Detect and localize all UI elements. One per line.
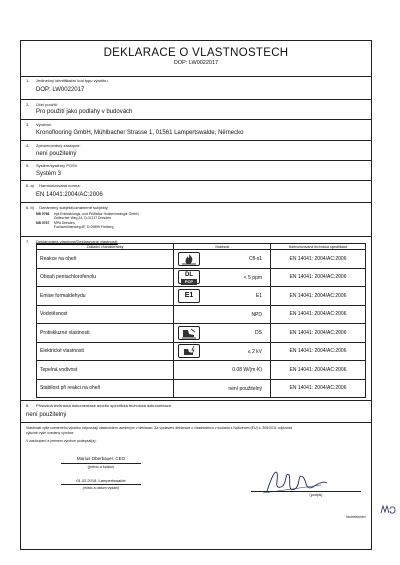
specification-cell: EN 14041: 2004/AC:2006 (271, 324, 366, 343)
section-label: Jedinečný identifikační kód typu výrobku (36, 78, 108, 83)
section-label: Deklarovaná vlastnost/Deklarované vlastnosti: (36, 239, 118, 244)
characteristic-cell: Stabilost při reakci na oheň (37, 379, 174, 398)
table-row (37, 287, 366, 306)
statement-line: Vlastnosti výše uvedeného výrobku odpovídají vlastnostem uvedeným v deklaraci. Za vystavení deklarace o vlastnostech v souladu s Nařízením (EU) č. 305/2011 odpovídá (26, 426, 293, 430)
section-number: 2. (26, 102, 30, 107)
section-4 (21, 141, 371, 161)
signer-caption: (jméno a funkce) (87, 465, 115, 469)
signed-by-label: V zastoupení a jménem výrobce podepsal(a): (26, 439, 97, 443)
declaration-page (20, 40, 372, 550)
section-value: Kronoflooring GmbH, Mühlbacher Strasse 1, 01561 Lampertswalde, Německo (36, 130, 244, 136)
section-label: Výrobce: (36, 122, 52, 127)
characteristic-cell: Reakce na oheň (37, 250, 174, 269)
column-header: Vlastnost (174, 244, 271, 250)
specification-cell: EN 14041: 2004/AC:2006 (271, 287, 366, 306)
section-label: Harmonizovaná norma: (39, 183, 81, 188)
characteristic-cell: Protiskluzné vlastnosti (37, 324, 174, 343)
performance-cell (174, 268, 271, 287)
declaration-header (21, 41, 371, 77)
notified-body (36, 212, 139, 221)
performance-cell (174, 305, 271, 324)
section-value: Pro použití jako podlahy v budovách (36, 109, 133, 115)
antistatic-shoe-icon (178, 344, 200, 358)
performance-cell (174, 287, 271, 306)
performance-value: není použitelný (228, 385, 262, 392)
section-number: 4. (26, 143, 30, 148)
signature-caption: (podpis) (309, 493, 323, 497)
shoe-slip-icon (178, 326, 200, 340)
specification-cell: EN 14041: 2004/AC:2006 (271, 268, 366, 287)
place-date-caption: (místo a datum vydání) (82, 486, 120, 490)
signer-line (61, 463, 141, 464)
section-number: 1. (26, 78, 30, 83)
section-6b (21, 203, 371, 237)
table-row (37, 361, 366, 380)
signature-line (251, 491, 361, 492)
specification-cell: EN 14041: 2004/AC:2006 (271, 361, 366, 380)
performance-value: < 5 ppm (243, 274, 262, 281)
performance-cell (174, 324, 271, 343)
performance-cell (174, 361, 271, 380)
signature-area (21, 423, 371, 551)
section-value: není použitelný (36, 151, 77, 157)
body-line: Zellescher Weg 24, D-01217 Dresden (54, 216, 111, 221)
statement-text (26, 426, 366, 435)
section-6a (21, 181, 371, 203)
section-value: DOP: LW0022017 (36, 87, 85, 93)
body-line: Fuchsmühlenweg 6F, D-09599 Freiberg (54, 224, 114, 229)
specification-cell: EN 14041: 2004/AC:2006 (271, 379, 366, 398)
body-line: epk Entwicklungs- und Prüflabor Holztechnologie GmbH, (54, 212, 140, 216)
section-label: Zplnomocněný zástupce: (36, 143, 81, 148)
e1-icon: E1 (178, 289, 200, 303)
performance-value: E1 (255, 293, 262, 299)
section-number: 8. (26, 403, 30, 408)
section-value: Systém 3 (36, 171, 62, 177)
section-number: 6. a) (26, 183, 35, 188)
icon-text: DL (185, 272, 193, 278)
specification-cell: EN 14041: 2004/AC:2006 (271, 250, 366, 269)
performance-value: NPD (251, 311, 262, 318)
notified-body (36, 221, 139, 230)
section-number: 7. (26, 239, 30, 244)
section-number: 6. b) (26, 205, 35, 210)
flame-icon (178, 252, 200, 266)
characteristic-cell: Elektrické vlastnosti (37, 342, 174, 361)
performance-value: ≤ 2 kV (247, 348, 262, 355)
performance-value: 0.08 W/(m·K) (232, 367, 262, 373)
performance-cell (174, 379, 271, 398)
icon-subtext: PCP (181, 279, 197, 285)
performance-cell (174, 342, 271, 361)
place-date: 01.02.2018, Lampertswalde (76, 478, 126, 483)
section-label: Příslušná technická dokumentace a/nebo specifická technická dokumentace: (36, 403, 173, 408)
place-date-line (61, 484, 141, 485)
body-line: MPA Dresden, (54, 220, 76, 225)
dl-pcp-icon (178, 270, 200, 284)
performance-table (36, 243, 366, 398)
right-caption: technischen (346, 515, 366, 519)
section-5 (21, 161, 371, 181)
table-row (37, 324, 366, 343)
characteristic-cell: Emise formaldehydu (37, 287, 174, 306)
table-row (37, 342, 366, 361)
section-3 (21, 120, 371, 141)
section-value: EN 14041:2004/AC:2006 (36, 192, 103, 198)
section-2 (21, 100, 371, 120)
section-1 (21, 76, 371, 100)
dop-number: DOP: LW0022017 (173, 60, 219, 66)
characteristic-cell: Obsah pentachlorofenolu (37, 268, 174, 287)
section-8 (21, 401, 371, 423)
body-code: NB 0767 (36, 220, 50, 225)
section-7 (21, 237, 371, 401)
section-value: není použitelný (26, 412, 67, 418)
page-title: DEKLARACE O VLASTNOSTECH (103, 47, 289, 59)
table-row (37, 268, 366, 287)
table-row (37, 305, 366, 324)
margin-initials (380, 503, 398, 517)
section-label: Účel použití: (36, 102, 59, 107)
signer-name: Marius Oberbauer, CEO (76, 456, 126, 461)
performance-cell (174, 250, 271, 269)
notified-bodies (36, 212, 139, 229)
performance-value: DS (255, 330, 262, 336)
table-row (37, 250, 366, 269)
characteristic-cell: Vodotěsnost (37, 305, 174, 324)
column-header: Základní charakteristiky (37, 244, 174, 250)
characteristic-cell: Tepelná vodivost (37, 361, 174, 380)
section-number: 5. (26, 163, 30, 168)
section-label: Oznámený subjekt/oznámené subjekty (39, 205, 108, 210)
specification-cell: EN 14041: 2004/AC:2006 (271, 342, 366, 361)
section-label: Systém/systémy POSV (36, 163, 78, 168)
specification-cell: EN 14041: 2004/AC:2006 (271, 305, 366, 324)
section-9 (21, 423, 371, 551)
performance-value: Cfl-s1 (248, 256, 262, 262)
table-row (37, 379, 366, 398)
section-number: 3. (26, 122, 30, 127)
statement-line: výlučně výše uvedený výrobce. (26, 430, 75, 435)
body-code: NB 0766 (36, 212, 50, 216)
column-header: Harmonizovaná technická specifikace (271, 244, 366, 250)
